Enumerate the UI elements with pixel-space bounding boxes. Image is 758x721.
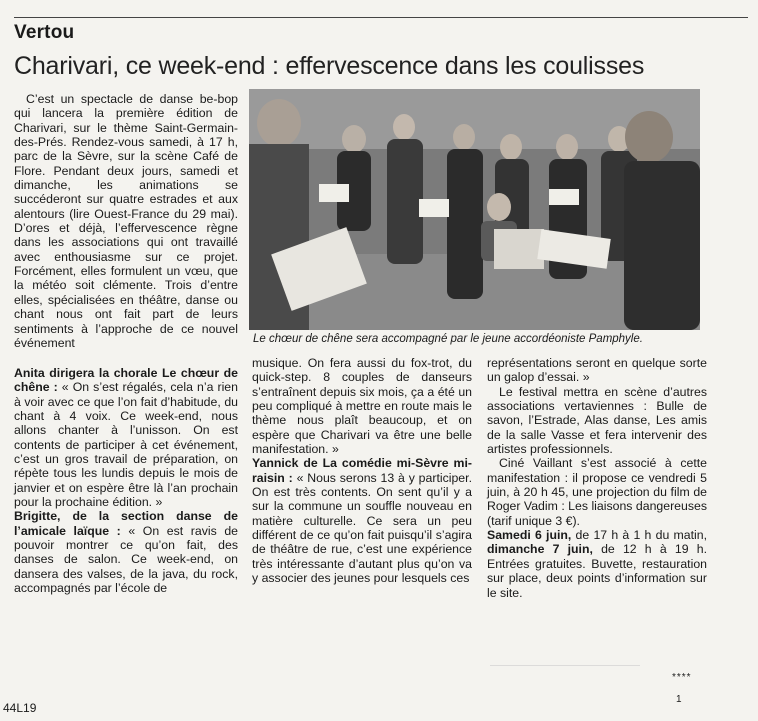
edition-reference: 44L19 — [3, 701, 37, 715]
page-number: 1 — [676, 694, 682, 705]
brigitte-text: « On est ravis de pouvoir montrer ce qu’on fait, des danses de salon. Ce week-end, on dansera des valses, de la java, du rock, accompagnés par l’école de — [14, 523, 238, 596]
edition-stars: **** — [672, 672, 692, 683]
top-rule — [14, 17, 748, 18]
section-title: Vertou — [14, 22, 75, 43]
yannick-text: « Nous serons 13 à y participer. On est très contents. On sent qu’il y a sur la commune un souffle nouveau en matière culturelle. Ce sera un peu différent de ce qu’on fait puisqu’il s’agira de théâtre de rue, c’est une expérience très intéressante d’autant plus qu’on va y associer des jeunes pour lesquels ces — [252, 470, 472, 586]
photo-caption: Le chœur de chêne sera accompagné par le jeune accordéoniste Pamphyle. — [253, 333, 643, 345]
scan-mark — [490, 665, 640, 696]
sunday-hours: de 12 h à 19 h. Entrées gratuites. Buvette, restauration sur place, deux points d’information sur le site. — [487, 542, 707, 600]
choir-photo-illustration — [249, 89, 700, 330]
anita-lead: Anita dirigera la chorale Le chœur de chêne : — [14, 366, 238, 395]
yannick-paragraph — [252, 456, 472, 585]
saturday-label: Samedi 6 juin, — [487, 528, 572, 543]
brigitte-continued: musique. On fera aussi du fox-trot, du quick-step. 8 couples de danseurs s’entraînent depuis six mois, ça a été un peu compliqué à mettre en route mais le thème nous plaît beaucoup, et on espère que Charivari va être une belle manifestation. » — [252, 356, 472, 457]
schedule-paragraph — [487, 528, 707, 600]
intro-text: C’est un spectacle de danse be-bop qui lancera la première édition de Charivari, sur le thème Saint-Germain-des-Prés. Rendez-vous samedi, à 17 h, parc de la Sèvre, sur la scène Café de Flore. Pendant deux jours, samedi et dimanche, les animations se succéderont sur quatre estrades et aux alentours (lire Ouest-France du 29 mai). D’ores et déjà, l’effervescence règne dans les associations qui ont travaillé avec enthousiasme sur ce projet. Forcément, elles formulent un vœu, que la météo soit clémente. Trois d’entre elles, spécialisées en théâtre, danse ou chant nous ont fait part de leurs sentiments à l’approche de ce nouvel événement — [14, 92, 238, 350]
brigitte-paragraph — [14, 509, 238, 595]
column-1 — [14, 366, 238, 596]
anita-text: « On s’est régalés, cela n’a rien à voir avec ce que l’on fait d’habitude, du chant à 4 voix. Ce week-end, nous allons chanter à l’unisson. On est contents de participer à cet événement, c’est un gros travail de préparation, on répète tous les lundis depuis le mois de janvier et on espère être là l’an prochain pour la prochaine édition. » — [14, 380, 238, 510]
cinema-paragraph: Ciné Vaillant s’est associé à cette manifestation : il propose ce vendredi 5 juin, à 20 h 45, une projection du film de Roger Vadim : Les liaisons dangereuses (tarif unique 3 €). — [487, 456, 707, 528]
yannick-continued: représentations seront en quelque sorte un galop d’essai. » — [487, 356, 707, 385]
festival-paragraph: Le festival mettra en scène d’autres associations vertaviennes : Bulle de savon, l’Estrade, Alas danse, Les amis de la salle Vasse et fera intervenir des artistes professionnels. — [487, 384, 707, 457]
saturday-hours: de 17 h à 1 h du matin, — [571, 528, 707, 543]
brigitte-lead: Brigitte, de la section danse de l’amicale laïque : — [14, 509, 238, 538]
column-3 — [487, 356, 707, 600]
yannick-lead: Yannick de La comédie mi-Sèvre mi-raisin : — [252, 456, 472, 485]
intro-paragraph — [14, 92, 238, 350]
sunday-label: dimanche 7 juin, — [487, 542, 593, 557]
anita-paragraph — [14, 366, 238, 509]
article-photo — [249, 89, 700, 330]
article-headline: Charivari, ce week-end : effervescence dans les coulisses — [14, 52, 645, 80]
column-2 — [252, 356, 472, 586]
